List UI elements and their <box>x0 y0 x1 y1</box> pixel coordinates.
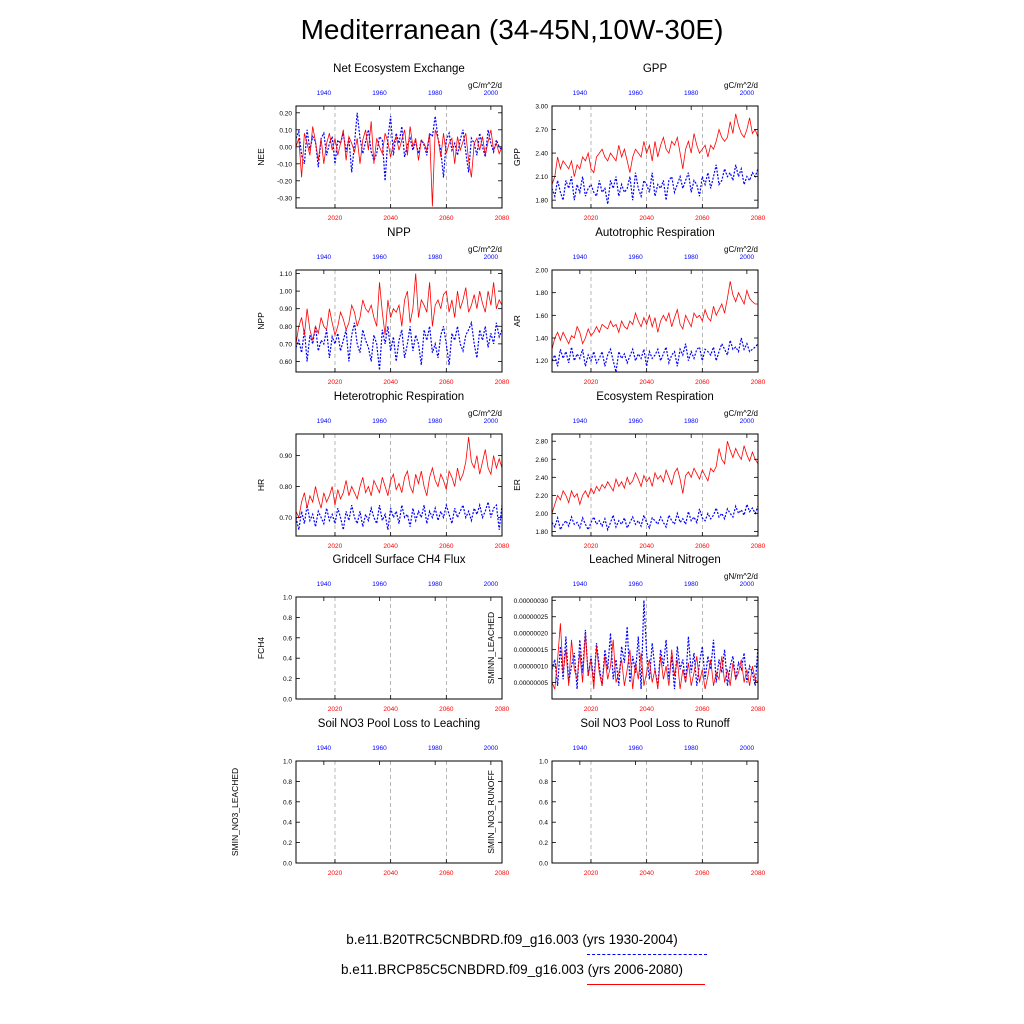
panel-title: Soil NO3 Pool Loss to Runoff <box>580 718 730 730</box>
panel-units: gC/m^2/d <box>468 409 502 418</box>
bottom-tick-label: 2040 <box>383 706 398 713</box>
series-future <box>552 281 758 349</box>
top-tick-label: 2000 <box>483 90 499 97</box>
panel-ylabel: HR <box>256 478 266 492</box>
plot-frame <box>552 434 758 536</box>
y-tick-label: 0.00000020 <box>513 630 548 638</box>
top-tick-label: 1980 <box>427 254 443 261</box>
series-future <box>552 114 758 185</box>
y-tick-label: 2.10 <box>535 174 548 182</box>
bottom-tick-label: 2080 <box>494 870 510 877</box>
bottom-tick-label: 2060 <box>439 543 454 550</box>
y-tick-label: 2.00 <box>535 510 548 518</box>
top-tick-label: 2000 <box>483 418 499 425</box>
panel-5 <box>256 391 510 550</box>
panel-ylabel: FCH4 <box>256 636 266 660</box>
panel-title: Soil NO3 Pool Loss to Leaching <box>317 718 481 730</box>
legend-label-historical: b.e11.B20TRC5CNBDRD.f09_g16.003 (yrs 1930-2004) <box>346 932 678 947</box>
bottom-tick-label: 2040 <box>639 379 654 386</box>
y-tick-label: 2.80 <box>535 438 548 446</box>
bottom-tick-label: 2040 <box>639 215 654 222</box>
panel-title: Heterotrophic Respiration <box>333 391 465 403</box>
bottom-tick-label: 2040 <box>639 706 654 713</box>
panel-ylabel: SMIN_NO3_LEACHED <box>230 767 240 857</box>
y-tick-label: 0.0 <box>282 860 292 868</box>
panel-title: Gridcell Surface CH4 Flux <box>332 554 466 566</box>
top-tick-label: 2000 <box>483 745 499 752</box>
bottom-tick-label: 2060 <box>439 379 454 386</box>
y-tick-label: 1.00 <box>279 288 292 296</box>
top-tick-label: 1980 <box>427 581 443 588</box>
y-tick-label: 1.80 <box>535 197 548 205</box>
y-tick-label: 1.0 <box>538 758 548 766</box>
legend-swatch-future <box>587 984 705 985</box>
panel-7 <box>256 554 510 713</box>
y-tick-label: 0.80 <box>279 484 292 492</box>
y-tick-label: 0.90 <box>279 306 292 314</box>
series-future <box>552 441 758 513</box>
y-tick-label: 0.8 <box>538 778 548 786</box>
top-tick-label: 1980 <box>427 90 443 97</box>
y-tick-label: -0.20 <box>277 178 292 186</box>
panel-units: gC/m^2/d <box>468 245 502 254</box>
y-tick-label: 0.00000010 <box>513 663 548 671</box>
top-tick-label: 2000 <box>739 745 755 752</box>
top-tick-label: 2000 <box>739 418 755 425</box>
bottom-tick-label: 2080 <box>750 215 766 222</box>
y-tick-label: 0.6 <box>282 635 292 643</box>
bottom-tick-label: 2080 <box>750 379 766 386</box>
top-tick-label: 1960 <box>372 581 387 588</box>
y-tick-label: 0.4 <box>282 819 292 827</box>
y-tick-label: 1.80 <box>535 290 548 298</box>
plot-frame <box>296 270 502 372</box>
plot-frame <box>552 270 758 372</box>
top-tick-label: 2000 <box>739 90 755 97</box>
y-tick-label: 0.00 <box>279 144 292 152</box>
top-tick-label: 1960 <box>372 418 387 425</box>
panel-title: Net Ecosystem Exchange <box>333 63 465 75</box>
panel-ylabel: SMIN_NO3_RUNOFF <box>486 770 496 854</box>
y-tick-label: 0.4 <box>282 655 292 663</box>
series-historical <box>296 502 502 530</box>
bottom-tick-label: 2060 <box>439 870 454 877</box>
plot-frame <box>296 761 502 863</box>
plot-frame <box>552 761 758 863</box>
y-tick-label: 0.60 <box>279 358 292 366</box>
y-tick-label: 1.0 <box>282 758 292 766</box>
bottom-tick-label: 2080 <box>494 706 510 713</box>
top-tick-label: 1960 <box>372 745 387 752</box>
plot-frame <box>296 597 502 699</box>
legend-label-future: b.e11.BRCP85C5CNBDRD.f09_g16.003 (yrs 2006-2080) <box>341 962 683 977</box>
bottom-tick-label: 2080 <box>750 870 766 877</box>
bottom-tick-label: 2080 <box>494 543 510 550</box>
y-tick-label: 0.0 <box>538 860 548 868</box>
y-tick-label: 2.70 <box>535 127 548 135</box>
top-tick-label: 1980 <box>683 90 699 97</box>
y-tick-label: 0.4 <box>538 819 548 827</box>
panel-ylabel: NPP <box>256 312 266 330</box>
y-tick-label: 0.00000030 <box>513 597 548 605</box>
bottom-tick-label: 2020 <box>583 870 599 877</box>
bottom-tick-label: 2020 <box>583 215 599 222</box>
top-tick-label: 1940 <box>572 745 588 752</box>
bottom-tick-label: 2060 <box>695 379 710 386</box>
page-title: Mediterranean (34-45N,10W-30E) <box>300 14 724 45</box>
series-future <box>296 121 502 206</box>
y-tick-label: 0.70 <box>279 341 292 349</box>
bottom-tick-label: 2020 <box>327 706 343 713</box>
top-tick-label: 2000 <box>739 254 755 261</box>
y-tick-label: 0.6 <box>538 799 548 807</box>
panel-2 <box>512 63 766 222</box>
y-tick-label: 1.20 <box>535 358 548 366</box>
bottom-tick-label: 2060 <box>695 543 710 550</box>
legend-swatch-historical <box>587 954 707 955</box>
top-tick-label: 1980 <box>427 745 443 752</box>
bottom-tick-label: 2040 <box>383 379 398 386</box>
panel-units: gC/m^2/d <box>724 245 758 254</box>
panel-title: NPP <box>387 227 411 239</box>
top-tick-label: 1940 <box>316 418 332 425</box>
panel-4 <box>512 227 766 386</box>
bottom-tick-label: 2040 <box>383 543 398 550</box>
y-tick-label: 2.40 <box>535 150 548 158</box>
bottom-tick-label: 2060 <box>695 215 710 222</box>
bottom-tick-label: 2020 <box>327 379 343 386</box>
panel-units: gN/m^2/d <box>724 572 758 581</box>
top-tick-label: 1960 <box>628 254 643 261</box>
panel-9 <box>230 718 510 877</box>
panel-title: Leached Mineral Nitrogen <box>589 554 721 566</box>
bottom-tick-label: 2060 <box>695 706 710 713</box>
bottom-tick-label: 2020 <box>327 870 343 877</box>
y-tick-label: 1.80 <box>535 528 548 536</box>
panel-ylabel: SMINN_LEACHED <box>486 611 496 685</box>
y-tick-label: 0.2 <box>282 676 292 684</box>
bottom-tick-label: 2020 <box>327 543 343 550</box>
panel-ylabel: AR <box>512 315 522 327</box>
top-tick-label: 1960 <box>372 90 387 97</box>
top-tick-label: 1980 <box>683 745 699 752</box>
panel-title: Autotrophic Respiration <box>595 227 715 239</box>
y-tick-label: 1.0 <box>282 594 292 602</box>
top-tick-label: 2000 <box>739 581 755 588</box>
top-tick-label: 1980 <box>683 581 699 588</box>
top-tick-label: 1960 <box>372 254 387 261</box>
y-tick-label: 2.40 <box>535 474 548 482</box>
series-historical <box>552 504 758 529</box>
panel-units: gC/m^2/d <box>724 409 758 418</box>
y-tick-label: 0.0 <box>282 696 292 704</box>
top-tick-label: 1940 <box>316 581 332 588</box>
top-tick-label: 1940 <box>316 90 332 97</box>
y-tick-label: 1.40 <box>535 335 548 343</box>
y-tick-label: 0.8 <box>282 778 292 786</box>
bottom-tick-label: 2040 <box>639 870 654 877</box>
top-tick-label: 1980 <box>683 418 699 425</box>
top-tick-label: 1960 <box>628 581 643 588</box>
top-tick-label: 1940 <box>572 90 588 97</box>
bottom-tick-label: 2080 <box>494 379 510 386</box>
bottom-tick-label: 2060 <box>439 706 454 713</box>
bottom-tick-label: 2080 <box>494 215 510 222</box>
y-tick-label: 0.00000025 <box>513 614 548 622</box>
y-tick-label: 0.6 <box>282 799 292 807</box>
y-tick-label: 2.60 <box>535 456 548 464</box>
series-future <box>296 437 502 517</box>
series-historical <box>552 165 758 204</box>
y-tick-label: 0.80 <box>279 323 292 331</box>
bottom-tick-label: 2020 <box>583 379 599 386</box>
y-tick-label: 0.00000015 <box>513 647 548 655</box>
y-tick-label: 0.70 <box>279 514 292 522</box>
bottom-tick-label: 2040 <box>383 215 398 222</box>
panel-title: Ecosystem Respiration <box>596 391 714 403</box>
y-tick-label: -0.10 <box>277 161 292 169</box>
top-tick-label: 1980 <box>427 418 443 425</box>
top-tick-label: 2000 <box>483 581 499 588</box>
bottom-tick-label: 2040 <box>383 870 398 877</box>
top-tick-label: 1940 <box>572 418 588 425</box>
y-tick-label: 1.10 <box>279 271 292 279</box>
plot-frame <box>296 106 502 208</box>
top-tick-label: 2000 <box>483 254 499 261</box>
panel-10 <box>483 718 766 877</box>
top-tick-label: 1960 <box>628 745 643 752</box>
panel-ylabel: NEE <box>256 148 266 166</box>
y-tick-label: 0.2 <box>282 840 292 848</box>
top-tick-label: 1940 <box>572 581 588 588</box>
bottom-tick-label: 2020 <box>583 543 599 550</box>
y-tick-label: -0.30 <box>277 195 292 203</box>
y-tick-label: 3.00 <box>535 103 548 111</box>
bottom-tick-label: 2040 <box>639 543 654 550</box>
series-historical <box>296 113 502 181</box>
panel-ylabel: GPP <box>512 148 522 166</box>
bottom-tick-label: 2020 <box>327 215 343 222</box>
panel-1 <box>256 63 510 222</box>
y-tick-label: 1.60 <box>535 312 548 320</box>
bottom-tick-label: 2020 <box>583 706 599 713</box>
top-tick-label: 1940 <box>316 745 332 752</box>
y-tick-label: 0.2 <box>538 840 548 848</box>
bottom-tick-label: 2060 <box>439 215 454 222</box>
panel-3 <box>256 227 510 386</box>
panel-units: gC/m^2/d <box>468 81 502 90</box>
top-tick-label: 1940 <box>316 254 332 261</box>
y-tick-label: 0.8 <box>282 614 292 622</box>
bottom-tick-label: 2080 <box>750 706 766 713</box>
y-tick-label: 0.20 <box>279 110 292 118</box>
y-tick-label: 0.90 <box>279 453 292 461</box>
top-tick-label: 1960 <box>628 90 643 97</box>
panel-title: GPP <box>642 63 668 75</box>
y-tick-label: 2.20 <box>535 492 548 500</box>
panel-ylabel: ER <box>512 479 522 491</box>
top-tick-label: 1940 <box>572 254 588 261</box>
y-tick-label: 0.00000005 <box>513 680 548 688</box>
bottom-tick-label: 2080 <box>750 543 766 550</box>
top-tick-label: 1980 <box>683 254 699 261</box>
bottom-tick-label: 2060 <box>695 870 710 877</box>
panel-8 <box>483 554 766 713</box>
panel-units: gC/m^2/d <box>724 81 758 90</box>
top-tick-label: 1960 <box>628 418 643 425</box>
y-tick-label: 2.00 <box>535 267 548 275</box>
panel-6 <box>512 391 766 550</box>
y-tick-label: 0.10 <box>279 127 292 135</box>
